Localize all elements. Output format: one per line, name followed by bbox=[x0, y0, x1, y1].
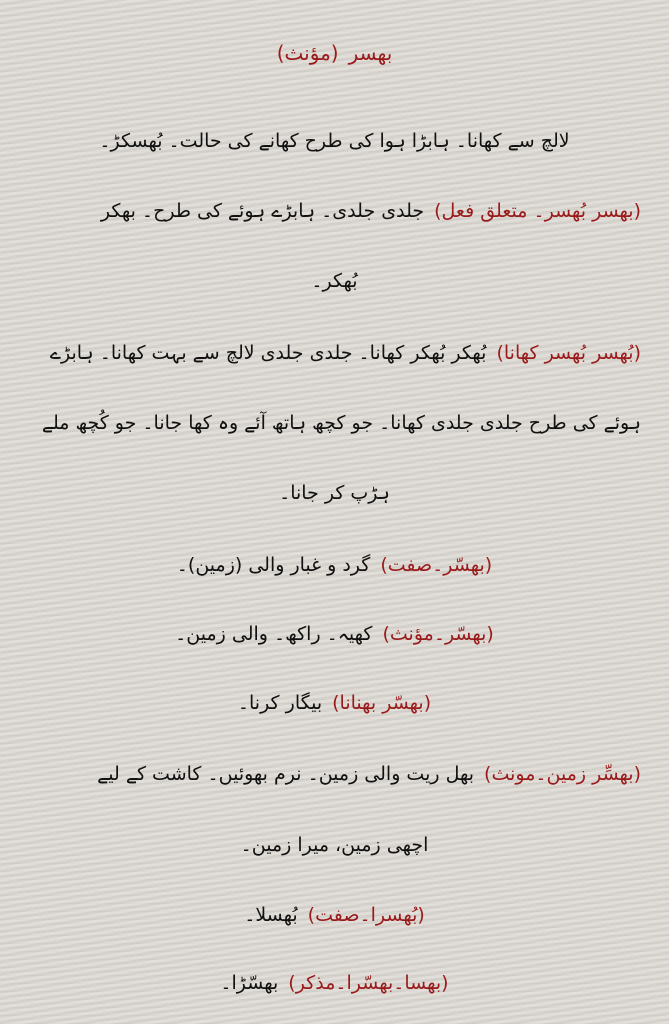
definition-line bbox=[28, 759, 641, 789]
definition-text: بیگار کرنا۔ bbox=[237, 692, 323, 714]
definition-text: کھیہ۔ راکھ۔ والی زمین۔ bbox=[175, 623, 373, 645]
sub-entry-tag: (بھسّر۔صفت) bbox=[380, 554, 493, 576]
sub-entry-tag: (بُھسرا۔صفت) bbox=[307, 904, 425, 926]
entry-title bbox=[28, 38, 641, 68]
definition-line bbox=[28, 408, 641, 438]
definition-text: گرد و غبار والی (زمین)۔ bbox=[176, 554, 371, 576]
definition-line bbox=[28, 968, 641, 998]
sub-entry-tag: (بھسّر بھنانا) bbox=[332, 692, 432, 714]
definition-line bbox=[28, 830, 641, 860]
sub-entry-tag: (بُھسر بُھسر کھانا) bbox=[496, 342, 641, 364]
definition-text: بُھکر بُھکر کھانا۔ جلدی جلدی لالچ سے بہت کھانا۔ ہابڑے bbox=[49, 342, 487, 364]
headword-gender: (مؤنث) bbox=[276, 41, 339, 65]
definition-text: بھسّڑا۔ bbox=[220, 972, 279, 994]
headword: بھسر bbox=[348, 41, 393, 65]
definition-text: جلدی جلدی۔ ہابڑے ہوئے کی طرح۔ بھکر bbox=[100, 200, 425, 222]
sub-entry-tag: (بھسر بُھسر۔ متعلق فعل) bbox=[434, 200, 641, 222]
definition-text: بُھکر۔ bbox=[311, 270, 358, 292]
definition-text: ہوئے کی طرح جلدی جلدی کھانا۔ جو کچھ ہاتھ آئے وہ کھا جانا۔ جو کُچھ ملے bbox=[41, 412, 641, 434]
definition-text: بھل ریت والی زمین۔ نرم بھوئیں۔ کاشت کے لیے bbox=[97, 763, 475, 785]
definition-line bbox=[28, 338, 641, 368]
sub-entry-tag: (بھسِّر زمین۔مونث) bbox=[484, 763, 641, 785]
definition-line bbox=[28, 619, 641, 649]
definition-line bbox=[28, 126, 641, 156]
definition-line bbox=[28, 196, 641, 226]
definition-text: اچھی زمین، میرا زمین۔ bbox=[240, 834, 429, 856]
sub-entry-tag: (بھسّر۔مؤنث) bbox=[382, 623, 494, 645]
definition-line bbox=[28, 688, 641, 718]
definition-text: بُھسلا۔ bbox=[244, 904, 298, 926]
definition-text: لالچ سے کھانا۔ ہابڑا ہوا کی طرح کھانے کی حالت۔ بُھسکڑ۔ bbox=[99, 130, 570, 152]
definition-line bbox=[28, 266, 641, 296]
definition-line bbox=[28, 550, 641, 580]
definition-text: ہڑپ کر جانا۔ bbox=[279, 482, 390, 504]
definition-line bbox=[28, 478, 641, 508]
definition-line bbox=[28, 900, 641, 930]
sub-entry-tag: (بھسا۔بھسّرا۔مذکر) bbox=[288, 972, 449, 994]
